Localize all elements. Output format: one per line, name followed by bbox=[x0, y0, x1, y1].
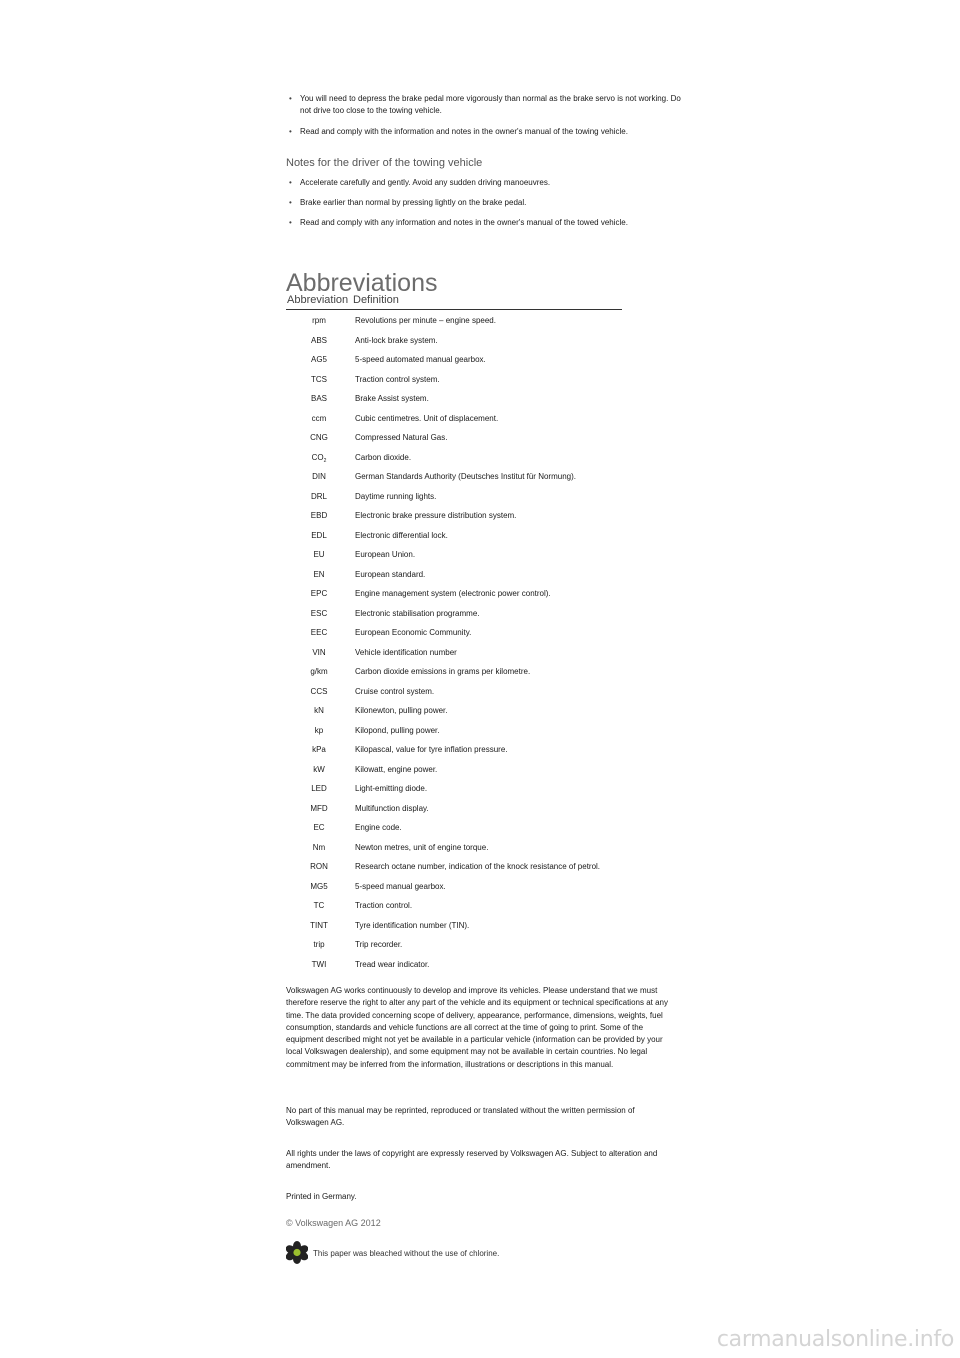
definition-cell: Cubic centimetres. Unit of displacement. bbox=[355, 413, 499, 423]
abbreviation-cell: kPa bbox=[312, 745, 326, 754]
definition-cell: German Standards Authority (Deutsches Institut für Normung). bbox=[355, 472, 576, 481]
abbreviation-cell: Nm bbox=[312, 842, 326, 852]
printed-in: Printed in Germany. bbox=[286, 1192, 357, 1201]
definition-cell: Brake Assist system. bbox=[355, 394, 429, 403]
definition-cell: Kilopascal, value for tyre inflation pressure. bbox=[355, 745, 508, 754]
list-item: • Read and comply with any information and notes in the owner's manual of the towed vehicle. bbox=[286, 217, 686, 229]
definition-cell: Traction control system. bbox=[355, 374, 440, 384]
table-row bbox=[286, 740, 686, 760]
table-row bbox=[286, 623, 686, 643]
abbreviation-cell: EBD bbox=[310, 511, 328, 520]
definition-cell: Engine code. bbox=[355, 823, 402, 832]
column-header-abbreviation: Abbreviation bbox=[287, 294, 349, 306]
table-row bbox=[286, 721, 686, 741]
definition-cell: Tread wear indicator. bbox=[355, 959, 430, 969]
list-item: • Read and comply with the information and notes in the owner's manual of the towing vehicle. bbox=[286, 126, 686, 138]
table-row bbox=[286, 545, 686, 565]
list-item: • Brake earlier than normal by pressing lightly on the brake pedal. bbox=[286, 197, 686, 209]
table-row bbox=[286, 701, 686, 721]
table-row bbox=[286, 428, 686, 448]
abbreviation-cell: BAS bbox=[310, 394, 327, 403]
table-row bbox=[286, 506, 686, 526]
table-row bbox=[286, 877, 686, 897]
abbreviation-table bbox=[286, 311, 686, 974]
definition-cell: Vehicle identification number bbox=[355, 647, 457, 657]
towing-vehicle-notes bbox=[286, 177, 686, 229]
definition-cell: Kilopond, pulling power. bbox=[355, 725, 440, 735]
copyright-notice: All rights under the laws of copyright are expressly reserved by Volkswagen AG. Subject to alteration and amendment. bbox=[286, 1149, 658, 1171]
definition-cell: Anti-lock brake system. bbox=[355, 335, 438, 345]
table-row bbox=[286, 311, 686, 331]
table-row bbox=[286, 799, 686, 819]
abbreviation-cell: rpm bbox=[312, 316, 326, 325]
table-row bbox=[286, 565, 686, 585]
abbreviation-cell: ESC bbox=[310, 608, 328, 618]
reprint-notice: No part of this manual may be reprinted, reproduced or translated without the written permission of Volkswagen AG. bbox=[286, 1106, 635, 1128]
abbreviation-cell: EEC bbox=[310, 628, 328, 637]
definition-cell: Electronic brake pressure distribution system. bbox=[355, 511, 517, 520]
table-row bbox=[286, 467, 686, 487]
definition-cell: 5-speed automated manual gearbox. bbox=[355, 355, 486, 364]
definition-cell: Multifunction display. bbox=[355, 803, 429, 813]
table-row bbox=[286, 857, 686, 877]
abbreviation-cell: CCS bbox=[310, 686, 328, 696]
abbreviation-cell: TINT bbox=[310, 920, 328, 930]
definition-cell: 5-speed manual gearbox. bbox=[355, 881, 446, 891]
table-row bbox=[286, 896, 686, 916]
page-title: Abbreviations bbox=[286, 268, 438, 297]
definition-cell: Carbon dioxide emissions in grams per kilometre. bbox=[355, 667, 531, 676]
co2-base: CO bbox=[311, 452, 324, 462]
list-item: • You will need to depress the brake pedal more vigorously than normal as the brake servo is not working. Do not drive too close to the towing vehicle. bbox=[286, 93, 686, 117]
table-row bbox=[286, 526, 686, 546]
table-row bbox=[286, 604, 686, 624]
chlorine-note-text: This paper was bleached without the use of chlorine. bbox=[313, 1249, 500, 1258]
definition-cell: Compressed Natural Gas. bbox=[355, 433, 448, 442]
abbreviation-cell: EN bbox=[313, 569, 325, 579]
definition-cell: Revolutions per minute – engine speed. bbox=[355, 316, 496, 325]
abbreviation-cell: kp bbox=[314, 725, 324, 735]
abbreviation-cell: AG5 bbox=[310, 355, 327, 364]
disclaimer-paragraph: Volkswagen AG works continuously to develop and improve its vehicles. Please understand that we must therefore reserve the right to alter any part of the vehicle and its equipment or technical specifications at any time. The data provided concerning scope of delivery, appearance, performance, dimensions, weights, fuel consumption, standards and vehicle functions are all correct at the time of going to print. Some of the equipment described might not yet be available in a particular vehicle (information can be provided by your local Volkswagen dealership), and some equipment may not be available in certain countries. No legal commitment may be inferred from the information, illustrations or descriptions in this manual. bbox=[286, 986, 668, 1069]
table-row bbox=[286, 916, 686, 936]
table-row bbox=[286, 662, 686, 682]
abbreviation-cell: kN bbox=[314, 706, 324, 715]
table-row bbox=[286, 331, 686, 351]
table-row bbox=[286, 370, 686, 390]
definition-cell: Electronic differential lock. bbox=[355, 530, 448, 540]
abbreviation-cell: ABS bbox=[310, 335, 327, 345]
definition-cell: Research octane number, indication of the knock resistance of petrol. bbox=[355, 862, 601, 871]
abbreviation-cell: EC bbox=[313, 823, 325, 832]
abbreviation-cell: ccm bbox=[311, 413, 327, 423]
copyright-line: © Volkswagen AG 2012 bbox=[286, 1218, 381, 1228]
abbreviation-cell: RON bbox=[310, 862, 328, 871]
definition-cell: Trip recorder. bbox=[355, 940, 403, 949]
abbreviation-cell: DRL bbox=[310, 491, 327, 501]
abbreviation-cell: DIN bbox=[312, 472, 326, 481]
abbreviation-cell: VIN bbox=[312, 647, 326, 657]
definition-cell: Light-emitting diode. bbox=[355, 784, 428, 793]
abbreviation-cell: EPC bbox=[310, 589, 328, 598]
table-row bbox=[286, 682, 686, 702]
abbreviation-cell: EDL bbox=[311, 530, 327, 540]
abbreviation-cell: MFD bbox=[310, 803, 328, 813]
definition-cell: Traction control. bbox=[355, 901, 413, 910]
column-header-definition: Definition bbox=[353, 294, 399, 306]
table-row bbox=[286, 818, 686, 838]
abbreviation-cell: g/km bbox=[310, 667, 328, 676]
abbreviation-cell: TC bbox=[313, 901, 325, 910]
definition-cell: Cruise control system. bbox=[355, 686, 435, 696]
flower-icon bbox=[286, 1240, 308, 1266]
abbreviation-cell: TCS bbox=[311, 374, 327, 384]
section-heading: Notes for the driver of the towing vehicle bbox=[286, 157, 483, 169]
co2-subscript: 2 bbox=[323, 457, 327, 464]
definition-cell: Newton metres, unit of engine torque. bbox=[355, 842, 489, 852]
list-item: • Accelerate carefully and gently. Avoid any sudden driving manoeuvres. bbox=[286, 177, 686, 189]
table-row bbox=[286, 350, 686, 370]
towed-vehicle-notes bbox=[286, 93, 686, 138]
definition-cell: Electronic stabilisation programme. bbox=[355, 608, 480, 618]
definition-cell: Engine management system (electronic power control). bbox=[355, 589, 551, 598]
watermark: carmanualsonline.info bbox=[716, 1327, 954, 1352]
definition-cell: Tyre identification number (TIN). bbox=[355, 920, 470, 930]
table-row bbox=[286, 935, 686, 955]
abbreviation-cell: TWI bbox=[311, 959, 327, 969]
table-row bbox=[286, 448, 686, 468]
definition-cell: Carbon dioxide. bbox=[355, 452, 412, 462]
table-row bbox=[286, 955, 686, 975]
definition-cell: European Union. bbox=[355, 550, 416, 559]
table-header bbox=[286, 294, 622, 310]
abbreviation-cell: CNG bbox=[310, 433, 328, 442]
table-row bbox=[286, 487, 686, 507]
table-row bbox=[286, 779, 686, 799]
definition-cell: Daytime running lights. bbox=[355, 491, 437, 501]
chlorine-free-note bbox=[286, 1240, 586, 1266]
table-row bbox=[286, 760, 686, 780]
abbreviation-cell: EU bbox=[313, 550, 325, 559]
abbreviation-cell bbox=[286, 448, 352, 468]
abbreviation-cell: kW bbox=[313, 764, 325, 774]
definition-cell: European standard. bbox=[355, 569, 426, 579]
table-row bbox=[286, 584, 686, 604]
table-row bbox=[286, 389, 686, 409]
definition-cell: Kilowatt, engine power. bbox=[355, 764, 438, 774]
table-row bbox=[286, 838, 686, 858]
definition-cell: Kilonewton, pulling power. bbox=[355, 706, 448, 715]
abbreviation-cell: LED bbox=[311, 784, 327, 793]
abbreviation-cell: trip bbox=[313, 940, 325, 949]
table-row bbox=[286, 643, 686, 663]
abbreviation-cell: MG5 bbox=[310, 881, 328, 891]
definition-cell: European Economic Community. bbox=[355, 628, 472, 637]
table-row bbox=[286, 409, 686, 429]
